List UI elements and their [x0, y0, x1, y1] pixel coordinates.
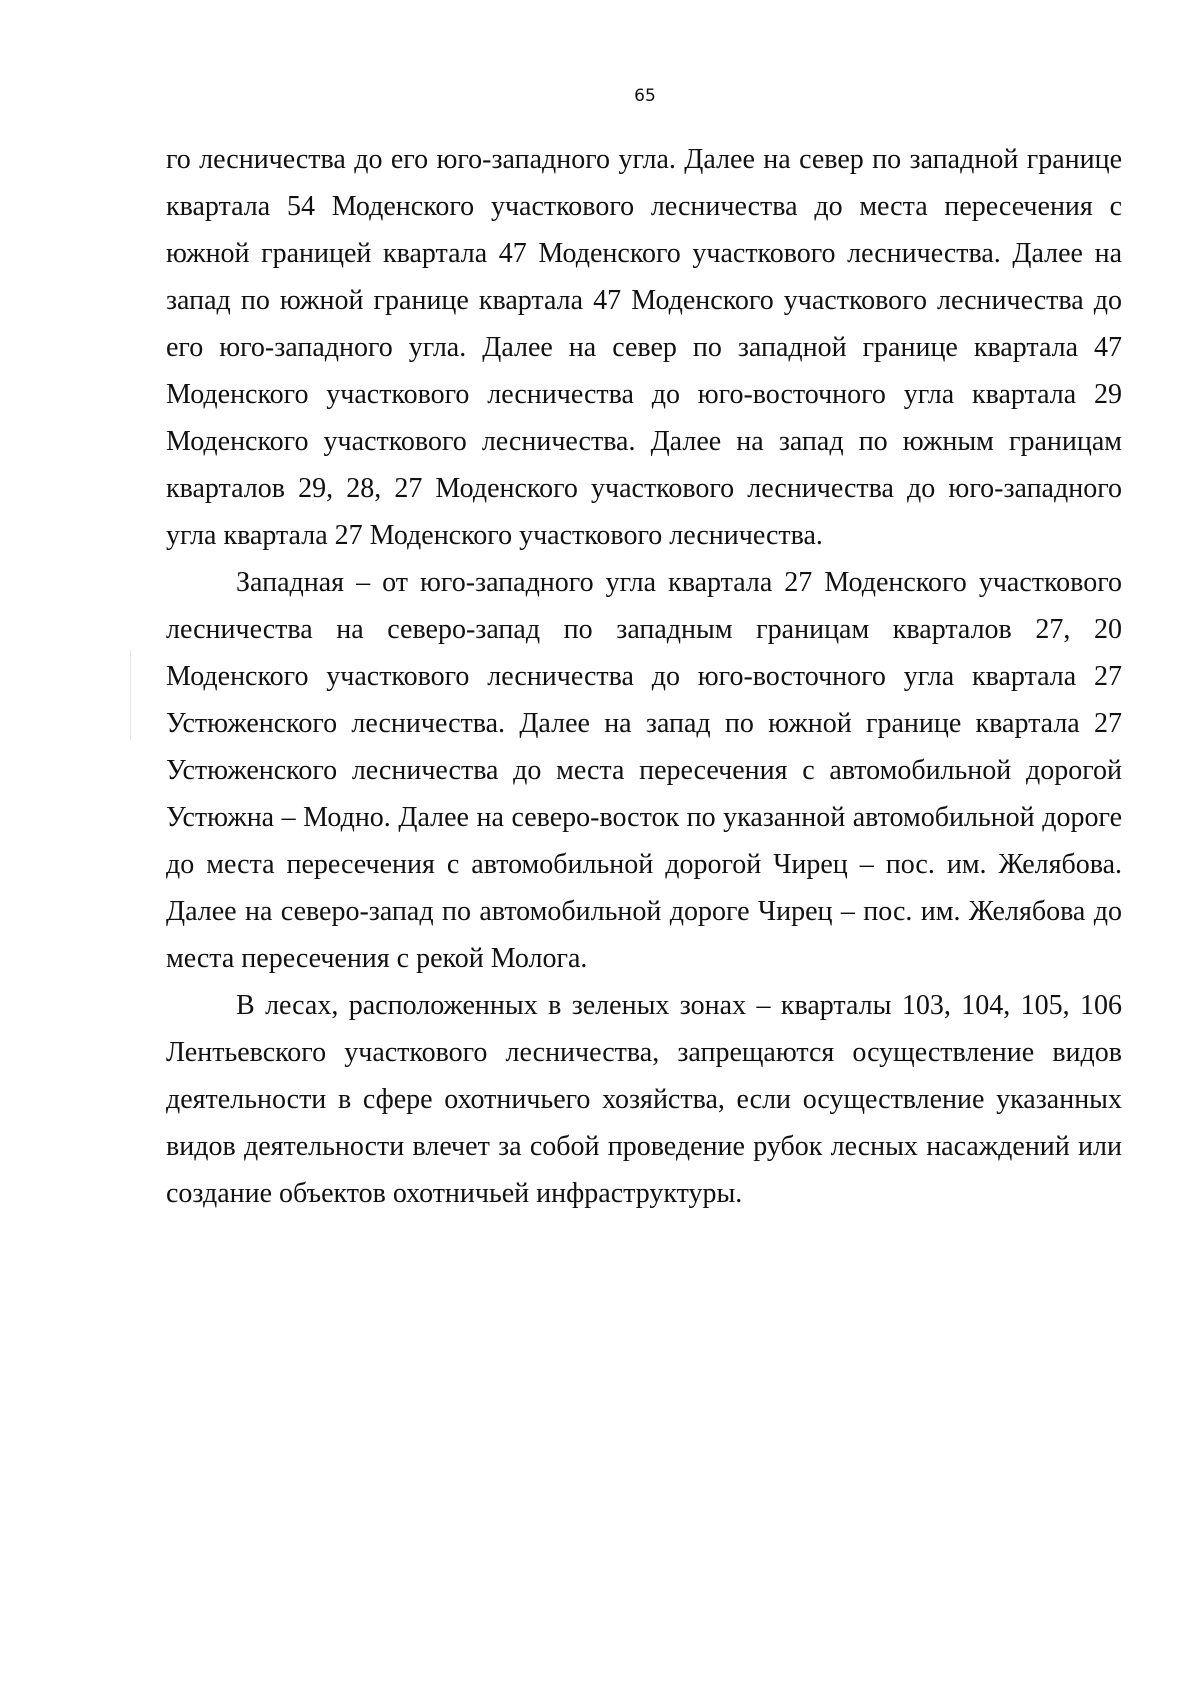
- paragraph-2: Западная – от юго-западного угла квартала 27 Моденского участкового лесничества на северо-запад по западным границам кварталов 27, 20 Моденского участкового лесничества до юго-восточного угла квартала 27 Устюженского лесничества. Далее на запад по южной границе квартала 27 Устюженского лесничества до места пересечения с автомобильной дорогой Устюжна – Модно. Далее на северо-восток по указанной автомобильной дороге до места пересечения с автомобильной дорогой Чирец – пос. им. Желябова. Далее на северо-запад по автомобильной дороге Чирец – пос. им. Желябова до места пересечения с рекой Молога.: [166, 567, 1122, 974]
- paragraph-3: В лесах, расположенных в зеленых зонах – кварталы 103, 104, 105, 106 Лентьевского участкового лесничества, запрещаются осуществление видов деятельности в сфере охотничьего хозяйства, если осуществление указанных видов деятельности влечет за собой проведение рубок лесных насаждений или создание объектов охотничьей инфраструктуры.: [166, 990, 1122, 1209]
- page-number: 65: [634, 86, 656, 106]
- paragraph-1: го лесничества до его юго-западного угла. Далее на север по западной границе квартала 54 Моденского участкового лесничества до места пересечения с южной границей квартала 47 Моденского участкового лесничества. Далее на запад по южной границе квартала 47 Моденского участкового лесничества до его юго-западного угла. Далее на север по западной границе квартала 47 Моденского участкового лесничества до юго-восточного угла квартала 29 Моденского участкового лесничества. Далее на запад по южным границам кварталов 29, 28, 27 Моденского участкового лесничества до юго-западного угла квартала 27 Моденского участкового лесничества.: [166, 144, 1122, 551]
- body-text: [166, 136, 1122, 1217]
- scan-edge-mark: [130, 650, 131, 740]
